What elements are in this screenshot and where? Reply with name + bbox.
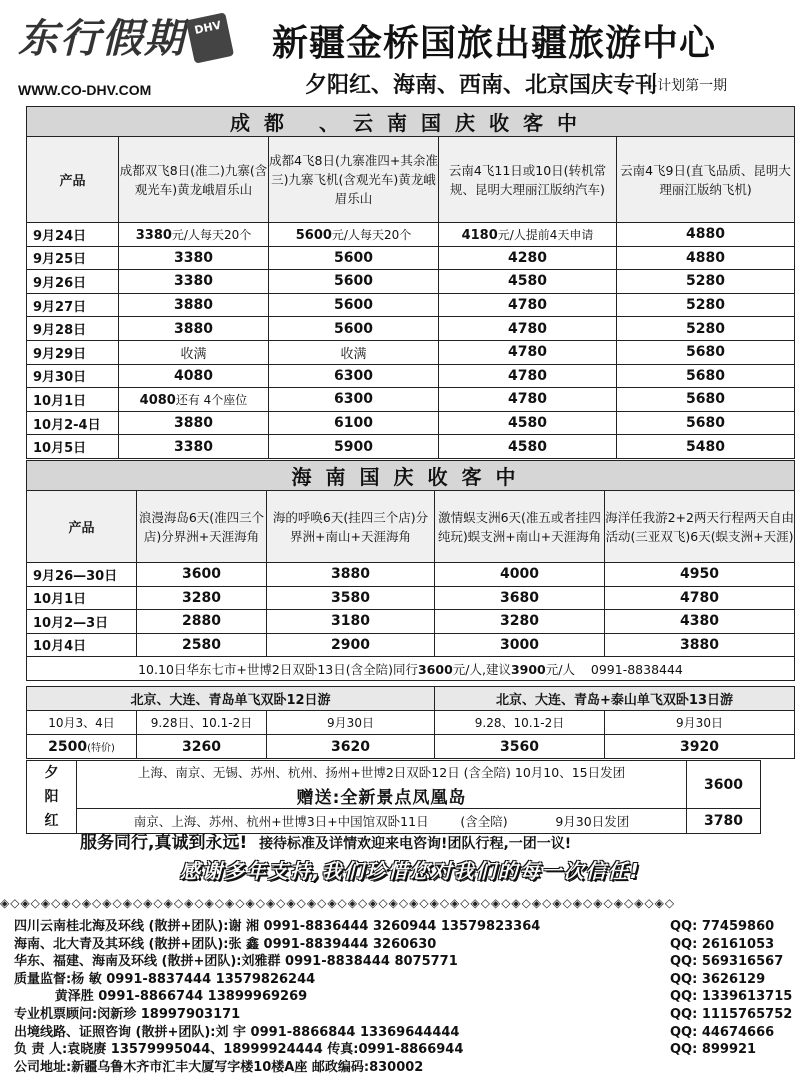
price-cell: 5280	[617, 293, 795, 317]
price-cell: 3180	[267, 610, 435, 634]
price-cell: 5680	[617, 388, 795, 412]
contact-qq[interactable]: QQ: 3626129	[670, 971, 766, 987]
price-cell: 收满	[269, 340, 439, 364]
contact-qq[interactable]: QQ: 26161053	[670, 936, 775, 952]
contact-text: 负 责 人:袁晓赓 13579995044、18999924444 传真:0991-8866944	[14, 1042, 464, 1058]
logo-text: 东行假期	[18, 15, 186, 62]
price-cell	[439, 223, 617, 247]
decorative-border: ◈◇◈◇◈◇◈◇◈◇◈◇◈◇◈◇◈◇◈◇◈◇◈◇◈◇◈◇◈◇◈◇◈◇◈◇◈◇◈◇◈◇◈◇◈◇◈◇◈◇◈◇◈◇◈◇◈◇◈◇◈◇◈◇◈◇	[0, 896, 676, 910]
product-label: 产品	[27, 137, 119, 223]
price-note: 元/人每天20个	[171, 227, 252, 242]
hainan-section-title: 海南国庆收客中	[27, 461, 795, 491]
price-cell: 4780	[439, 317, 617, 341]
price-value: 4180	[461, 227, 498, 243]
slogan-tail: 接待标准及详情欢迎来电咨询!团队行程,一团一议!	[259, 836, 572, 852]
product-description: 激情蜈支洲6天(准五或者挂四纯玩)蜈支洲+南山+天涯海角	[435, 491, 605, 563]
price-cell: 3280	[137, 586, 267, 610]
contact-row	[14, 1006, 794, 1024]
table-row	[27, 246, 795, 270]
slogan-main: 服务同行,真诚到永远!	[80, 833, 248, 853]
price-cell: 2580	[137, 633, 267, 657]
contact-row	[14, 1059, 794, 1077]
price-value: 3380	[135, 227, 172, 243]
table-row	[27, 388, 795, 412]
contact-text: 海南、北大青及其环线 (散拼+团队):张 鑫 0991-8839444 3260630	[14, 936, 437, 952]
contact-text: 出境线路、证照咨询 (散拼+团队):刘 宇 0991-8866844 13369644444	[14, 1024, 460, 1040]
table-row	[27, 411, 795, 435]
page-title: 新疆金桥国旅出疆旅游中心	[272, 23, 717, 64]
price-cell: 3880	[119, 293, 269, 317]
sunset-price2: 3780	[687, 809, 761, 834]
contact-qq[interactable]: QQ: 44674666	[670, 1024, 775, 1040]
row-date: 9月28日	[27, 317, 119, 341]
product-description: 成都4飞8日(九寨准四+其余准三)九寨飞机(含观光车)黄龙峨眉乐山	[269, 137, 439, 223]
contact-row	[14, 988, 794, 1006]
note-phone[interactable]: 0991-8838444	[590, 661, 683, 677]
price-cell: 3380	[119, 435, 269, 459]
hainan-rows	[27, 563, 795, 657]
product-description: 成都双飞8日(准二)九寨(含观光车)黄龙峨眉乐山	[119, 137, 269, 223]
price-cell: 4780	[439, 388, 617, 412]
price-cell: 6300	[269, 364, 439, 388]
logo-badge: DHV	[186, 12, 234, 63]
logo	[18, 14, 223, 64]
price-cell: 4380	[605, 610, 795, 634]
beijing-price: 3920	[605, 735, 795, 759]
row-date: 10月1日	[27, 388, 119, 412]
price-cell: 2880	[137, 610, 267, 634]
price-cell: 4780	[439, 293, 617, 317]
contact-text: 四川云南桂北海及环线 (散拼+团队):谢 湘 0991-8836444 3260944 13579823364	[14, 919, 541, 934]
beijing-date: 9.28、10.1-2日	[435, 711, 605, 735]
price-cell	[119, 388, 269, 412]
table-row	[27, 563, 795, 587]
contact-qq[interactable]: QQ: 569316567	[670, 954, 784, 970]
price-cell: 4580	[439, 270, 617, 294]
product-description: 海洋任我游2+2两天行程两天自由活动(三亚双飞)6天(蜈支洲+天涯)	[605, 491, 795, 563]
contact-text: 华东、福建、海南及环线 (散拼+团队):刘雅群 0991-8838444 8075771	[14, 954, 458, 970]
price-cell: 4880	[617, 246, 795, 270]
product-label: 产品	[27, 491, 137, 563]
table-row	[27, 435, 795, 459]
price-cell: 4080	[119, 364, 269, 388]
contact-qq[interactable]: QQ: 77459860	[670, 919, 775, 934]
price-cell: 3680	[435, 586, 605, 610]
sunset-price1: 3600	[687, 761, 761, 809]
beijing-left-title: 北京、大连、青岛单飞双卧12日游	[27, 687, 435, 711]
sunset-line1: 上海、南京、无锡、苏州、杭州、扬州+世博2日双卧12日 (含全陪) 10月10、15日发团	[77, 761, 687, 783]
price-note: 元/人每天20个	[331, 227, 412, 242]
table-row	[27, 340, 795, 364]
price-cell: 5600	[269, 293, 439, 317]
price-cell: 3000	[435, 633, 605, 657]
price-cell: 3600	[137, 563, 267, 587]
contact-list	[14, 918, 794, 1076]
beijing-date: 9.28日、10.1-2日	[137, 711, 267, 735]
beijing-price: 3560	[435, 735, 605, 759]
note-price: 3600	[417, 661, 453, 677]
price-cell: 收满	[119, 340, 269, 364]
price-cell: 4880	[617, 223, 795, 247]
beijing-date: 10月3、4日	[27, 711, 137, 735]
note-text: 10.10日华东七市+世博2日双卧13日(含全陪)同行	[138, 661, 418, 677]
page-subtitle: 夕阳红、海南、西南、北京国庆专刊	[305, 73, 658, 98]
product-description: 云南4飞9日(直飞品质、昆明大理丽江版纳飞机)	[617, 137, 795, 223]
price-note: 还有 4个座位	[175, 392, 248, 407]
row-date: 9月24日	[27, 223, 119, 247]
price-value: 4080	[139, 392, 176, 408]
chengdu-section-title: 成都 、云南国庆收客中	[27, 107, 795, 137]
row-date: 10月4日	[27, 633, 137, 657]
contact-row	[14, 936, 794, 954]
table-row	[27, 223, 795, 247]
product-description: 云南4飞11日或10日(转机常规、昆明大理丽江版纳汽车)	[439, 137, 617, 223]
price-cell: 5280	[617, 317, 795, 341]
price-cell: 4780	[605, 586, 795, 610]
price-cell: 5280	[617, 270, 795, 294]
price-cell: 3380	[119, 270, 269, 294]
price-cell: 3880	[119, 317, 269, 341]
price-cell: 3880	[605, 633, 795, 657]
note-price: 3900	[510, 661, 546, 677]
row-date: 9月26—30日	[27, 563, 137, 587]
price-cell: 3380	[119, 246, 269, 270]
special-tag: (特价)	[87, 742, 115, 754]
row-date: 10月1日	[27, 586, 137, 610]
header	[0, 0, 800, 106]
price-cell: 4000	[435, 563, 605, 587]
price-value: 5600	[295, 227, 332, 243]
table-row	[27, 270, 795, 294]
price-cell: 4580	[439, 411, 617, 435]
contact-text: 黄泽胜 0991-8866744 13899969269	[14, 989, 308, 1005]
slogan-thanks: 感谢多年支持,我们珍惜您对我们的每一次信任!	[180, 859, 641, 883]
sunset-label	[27, 761, 77, 834]
sunset-line2-route: 南京、上海、苏州、杭州+世博3日+中国馆双卧11日	[133, 814, 429, 830]
hainan-table	[26, 460, 795, 681]
issue-label: ---计划第一期	[642, 78, 728, 94]
price-cell: 3280	[435, 610, 605, 634]
price-cell: 4780	[439, 364, 617, 388]
row-date: 10月5日	[27, 435, 119, 459]
huadong-note	[27, 657, 795, 681]
beijing-date: 9月30日	[605, 711, 795, 735]
chengdu-yunnan-table	[26, 106, 795, 459]
price-note: 元/人提前4天申请	[497, 227, 594, 242]
website-link[interactable]: WWW.CO-DHV.COM	[18, 82, 152, 98]
price-cell: 5600	[269, 270, 439, 294]
contact-qq[interactable]: QQ: 1115765752	[670, 1006, 793, 1022]
beijing-price: 3620	[267, 735, 435, 759]
slogan-service	[80, 828, 571, 853]
contact-qq[interactable]: QQ: 1339613715	[670, 989, 793, 1005]
contact-row	[14, 953, 794, 971]
price-cell: 5680	[617, 411, 795, 435]
price-cell	[269, 223, 439, 247]
price-cell: 3880	[119, 411, 269, 435]
beijing-right-title: 北京、大连、青岛+泰山单飞双卧13日游	[435, 687, 795, 711]
note-text: 元/人,建议	[452, 661, 511, 677]
price-value: 2500	[48, 738, 88, 755]
price-cell: 2900	[267, 633, 435, 657]
contact-qq[interactable]: QQ: 899921	[670, 1042, 757, 1058]
table-row	[27, 633, 795, 657]
row-date: 9月25日	[27, 246, 119, 270]
table-row	[27, 317, 795, 341]
row-date: 10月2-4日	[27, 411, 119, 435]
sunset-table	[26, 760, 761, 834]
price-cell: 5680	[617, 340, 795, 364]
table-row	[27, 610, 795, 634]
sunset-gift: 赠送:全新景点凤凰岛	[77, 783, 687, 809]
contact-text: 公司地址:新疆乌鲁木齐市汇丰大厦写字楼10楼A座 邮政编码:830002	[14, 1059, 424, 1075]
chengdu-rows	[27, 223, 795, 459]
table-row	[27, 586, 795, 610]
contact-row	[14, 971, 794, 989]
price-cell: 3580	[267, 586, 435, 610]
price-cell: 5680	[617, 364, 795, 388]
contact-row	[14, 1024, 794, 1042]
row-date: 9月26日	[27, 270, 119, 294]
price-cell: 5600	[269, 317, 439, 341]
price-cell: 6300	[269, 388, 439, 412]
price-cell: 5480	[617, 435, 795, 459]
table-row	[27, 364, 795, 388]
sunset-label-text: 夕阳红	[44, 765, 59, 829]
price-cell: 6100	[269, 411, 439, 435]
contact-row	[14, 1041, 794, 1059]
table-row	[27, 293, 795, 317]
sunset-line2-note: (含全陪)	[460, 814, 508, 830]
price-cell: 4580	[439, 435, 617, 459]
beijing-price: 3260	[137, 735, 267, 759]
row-date: 10月2—3日	[27, 610, 137, 634]
beijing-table	[26, 686, 795, 759]
price-cell	[119, 223, 269, 247]
price-cell: 4780	[439, 340, 617, 364]
product-description: 海的呼唤6天(挂四三个店)分界洲+南山+天涯海角	[267, 491, 435, 563]
price-cell: 5600	[269, 246, 439, 270]
beijing-date: 9月30日	[267, 711, 435, 735]
price-cell: 3880	[267, 563, 435, 587]
price-cell: 5900	[269, 435, 439, 459]
row-date: 9月29日	[27, 340, 119, 364]
contact-row	[14, 918, 794, 936]
row-date: 9月30日	[27, 364, 119, 388]
contact-text: 质量监督:杨 敏 0991-8837444 13579826244	[14, 971, 316, 987]
note-text: 元/人	[545, 661, 575, 677]
price-cell: 4280	[439, 246, 617, 270]
product-description: 浪漫海岛6天(准四三个店)分界洲+天涯海角	[137, 491, 267, 563]
sunset-line2-date: 9月30日发团	[555, 814, 630, 830]
price-cell: 4950	[605, 563, 795, 587]
contact-text: 专业机票顾问:闵新珍 18997903171	[14, 1006, 241, 1022]
beijing-price	[27, 735, 137, 759]
row-date: 9月27日	[27, 293, 119, 317]
